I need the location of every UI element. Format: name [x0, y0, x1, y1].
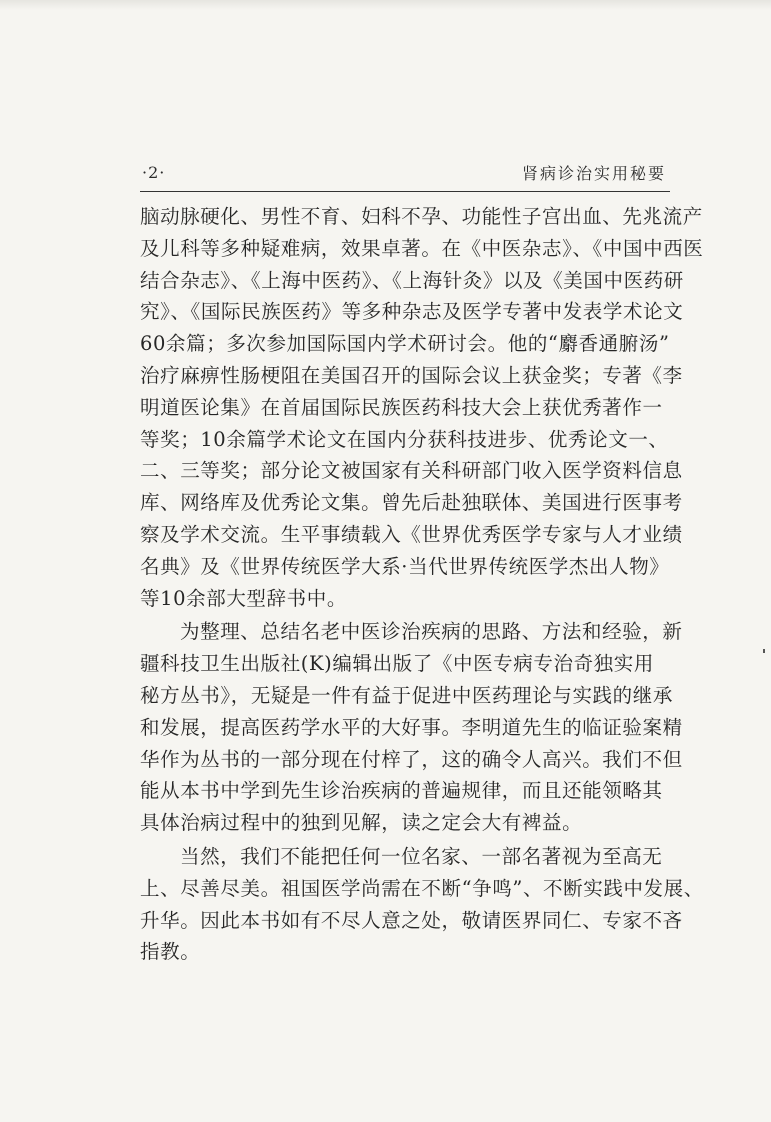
text-line: 明道医论集》在首届国际民族医药科技大会上获优秀著作一: [140, 395, 663, 419]
text-line: 究》、《国际民族医药》等多种杂志及医学专著中发表学术论文: [140, 300, 684, 324]
running-title: 肾病诊治实用秘要: [521, 164, 666, 183]
text-line: 秘方丛书》，无疑是一件有益于促进中医药理论与实践的继承: [140, 683, 673, 707]
text-line: 升华。因此本书如有不尽人意之处，敬请医界同仁、专家不吝: [140, 908, 683, 932]
text-line: 60余篇；多次参加国际国内学术研讨会。他的“麝香通腑汤”: [140, 332, 670, 356]
text-line: 二、三等奖；部分论文被国家有关科研部门收入医学资料信息: [140, 459, 683, 483]
text-line: 等奖；10余篇学术论文在国内分获科技进步、优秀论文一、: [140, 427, 669, 451]
text-line: 结合杂志》、《上海中医药》、《上海针灸》以及《美国中医药研: [140, 268, 684, 292]
page-number: ·2·: [142, 163, 166, 182]
text-line: 及儿科等多种疑难病，效果卓著。在《中医杂志》、《中国中西医: [140, 236, 704, 260]
text-line: 治疗麻痹性肠梗阻在美国召开的国际会议上获金奖；专著《李: [140, 363, 683, 387]
scan-edge-shadow: [0, 0, 771, 10]
body-text: [140, 201, 704, 968]
paragraph-start-line: 当然，我们不能把任何一位名家、一部名著视为至高无: [180, 844, 663, 868]
header-rule: [140, 191, 670, 192]
text-line: 库、网络库及优秀论文集。曾先后赴独联体、美国进行医事考: [140, 491, 683, 515]
text-line: 上、尽善尽美。祖国医学尚需在不断“争鸣”、不断实践中发展、: [140, 876, 704, 900]
text-line: 具体治病过程中的独到见解，读之定会大有裨益。: [140, 811, 583, 835]
text-line: 和发展，提高医药学水平的大好事。李明道先生的临证验案精: [140, 715, 683, 739]
text-line: 疆科技卫生出版社(K)编辑出版了《中医专病专治奇独实用: [140, 652, 654, 676]
text-line: 察及学术交流。生平事绩载入《世界优秀医学专家与人才业绩: [140, 522, 683, 546]
text-line: 等10余部大型辞书中。: [140, 586, 347, 610]
paragraph-start-line: 为整理、总结名老中医诊治疾病的思路、方法和经验，新: [180, 620, 683, 644]
text-line: 名典》及《世界传统医学大系·当代世界传统医学杰出人物》: [140, 554, 670, 578]
text-line: 指教。: [140, 940, 201, 964]
page-header: [140, 161, 670, 189]
scan-speck: [763, 649, 765, 653]
text-line: 能从本书中学到先生诊治疾病的普遍规律，而且还能领略其: [140, 779, 663, 803]
text-line: 脑动脉硬化、男性不育、妇科不孕、功能性子宫出血、先兆流产: [140, 205, 703, 228]
text-line: 华作为丛书的一部分现在付梓了，这的确令人高兴。我们不但: [140, 747, 683, 771]
